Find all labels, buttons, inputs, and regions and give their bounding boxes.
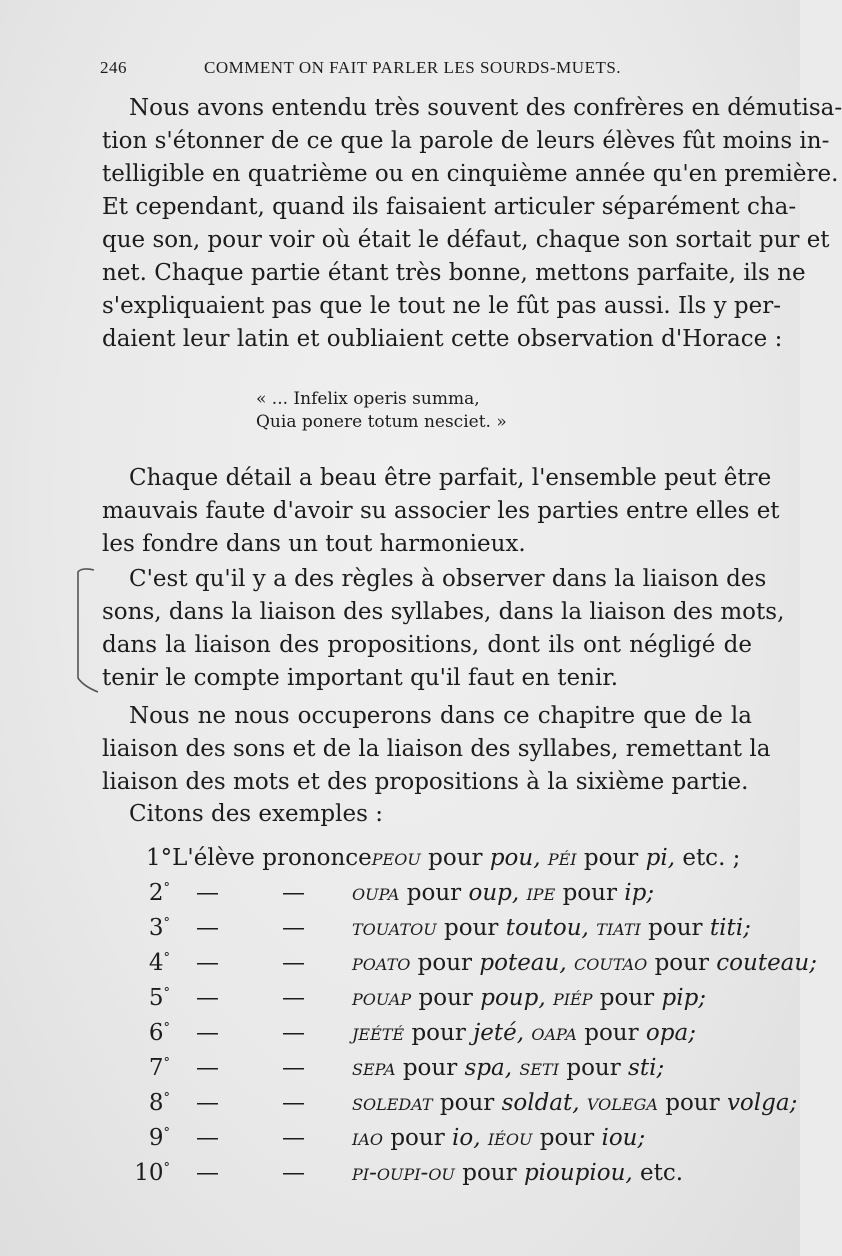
example-correct: sti;	[628, 1055, 665, 1081]
example-pronounced: péi	[547, 845, 577, 871]
example-correct: pioupiou,	[523, 1160, 633, 1186]
example-pour: pour	[566, 1055, 621, 1081]
example-text	[352, 1090, 797, 1116]
text-line: les fondre dans un tout harmonieux.	[102, 531, 526, 557]
example-number: 6°	[148, 1020, 170, 1046]
example-pour: pour	[439, 1090, 495, 1116]
ditto-dash: —	[282, 1160, 305, 1186]
ditto-dash: —	[282, 915, 305, 941]
ditto-dash: —	[196, 1160, 219, 1186]
example-text	[352, 1020, 696, 1046]
example-correct: spa,	[464, 1055, 513, 1081]
text-line: que son, pour voir où était le défaut, chaque son sortait pur et	[102, 227, 830, 253]
example-pronounced: ipe	[526, 880, 556, 906]
example-pronounced: piép	[552, 985, 593, 1011]
example-text	[352, 1160, 683, 1186]
example-pour: pour	[417, 950, 473, 976]
ditto-dash: —	[282, 1125, 305, 1151]
example-pronounced: sepa	[352, 1055, 396, 1081]
example-pronounced: soledat	[352, 1090, 433, 1116]
example-pronounced: iéou	[487, 1125, 533, 1151]
ditto-dash: —	[282, 880, 305, 906]
ditto-dash: —	[196, 915, 219, 941]
paragraph-2	[102, 462, 780, 561]
example-row-6	[130, 1020, 760, 1055]
example-text	[352, 915, 751, 941]
example-row-5	[130, 985, 760, 1020]
example-text	[352, 1055, 664, 1081]
example-row-8	[130, 1090, 798, 1125]
ditto-dash: —	[196, 1020, 219, 1046]
example-correct: pi,	[645, 845, 676, 871]
example-lead: L'élève prononce	[172, 845, 372, 871]
example-pronounced: pi-oupi-ou	[352, 1160, 455, 1186]
example-pour: pour	[418, 985, 473, 1011]
example-correct: poteau,	[479, 950, 567, 976]
example-correct: poup,	[480, 985, 546, 1011]
text-line: liaison des sons et de la liaison des syllabes, remettant la	[102, 736, 771, 762]
ditto-dash: —	[196, 1125, 219, 1151]
quote-line: « ... Infelix operis summa,	[256, 389, 480, 409]
ditto-dash: —	[282, 985, 305, 1011]
text-line: Chaque détail a beau être parfait, l'ensemble peut être	[129, 465, 772, 491]
ditto-dash: —	[196, 950, 219, 976]
example-number: 9°	[148, 1125, 170, 1151]
example-number: 4°	[148, 950, 170, 976]
example-pronounced: pouap	[352, 985, 412, 1011]
running-header	[100, 58, 750, 82]
example-text	[352, 985, 706, 1011]
example-pronounced: peou	[371, 845, 421, 871]
example-tail: etc.	[640, 1160, 684, 1186]
text-line: sons, dans la liaison des syllabes, dans la liaison des mots,	[102, 599, 785, 625]
example-text	[352, 1125, 645, 1151]
example-correct: soldat,	[501, 1090, 580, 1116]
ditto-dash: —	[196, 1090, 219, 1116]
example-pour: pour	[444, 915, 499, 941]
example-correct: opa;	[645, 1020, 696, 1046]
latin-quotation	[256, 388, 507, 434]
example-pronounced: volega	[586, 1090, 658, 1116]
example-row-10	[130, 1160, 760, 1195]
example-pour: pour	[428, 845, 483, 871]
example-rows	[130, 880, 817, 1195]
ditto-dash: —	[282, 1055, 305, 1081]
example-row-2	[130, 880, 760, 915]
example-row-1	[130, 845, 760, 880]
example-row-4	[130, 950, 817, 985]
text-line: liaison des mots et des propositions à la sixième partie.	[102, 769, 749, 795]
example-number: 5°	[148, 985, 170, 1011]
example-pour: pour	[411, 1020, 466, 1046]
page-number: 246	[100, 58, 127, 77]
example-pronounced: tiati	[596, 915, 641, 941]
ditto-dash: —	[282, 1020, 305, 1046]
example-correct: iou;	[601, 1125, 646, 1151]
example-pour: pour	[406, 880, 462, 906]
text-line: daient leur latin et oubliaient cette observation d'Horace :	[102, 326, 783, 352]
example-pour: pour	[539, 1125, 595, 1151]
example-row-7	[130, 1055, 760, 1090]
example-correct: jeté,	[473, 1020, 525, 1046]
text-line: tenir le compte important qu'il faut en tenir.	[102, 665, 619, 691]
example-number: 7°	[148, 1055, 170, 1081]
text-line: Et cependant, quand ils faisaient articuler séparément cha-	[102, 194, 797, 220]
example-pronounced: jeété	[352, 1020, 405, 1046]
example-pronounced: oapa	[531, 1020, 577, 1046]
example-text	[352, 950, 817, 976]
example-correct: ip;	[624, 880, 655, 906]
example-number: 2°	[148, 880, 170, 906]
example-pour: pour	[562, 880, 617, 906]
example-correct: pou,	[489, 845, 541, 871]
example-number: 3°	[148, 915, 170, 941]
text-line: mauvais faute d'avoir su associer les parties entre elles et	[102, 498, 780, 524]
text-line: Citons des exemples :	[129, 801, 383, 827]
ditto-dash: —	[282, 1090, 305, 1116]
paragraph-3	[102, 563, 785, 695]
paragraph-1	[102, 92, 842, 356]
example-number: 1°	[146, 845, 173, 871]
example-pour: pour	[584, 1020, 639, 1046]
example-correct: oup,	[468, 880, 520, 906]
example-pronounced: touatou	[352, 915, 437, 941]
text-line: telligible en quatrième ou en cinquième année qu'en première.	[102, 161, 839, 187]
example-pronounced: oupa	[352, 880, 400, 906]
text-line: tion s'étonner de ce que la parole de leurs élèves fût moins in-	[102, 128, 830, 154]
example-pronounced: coutao	[573, 950, 648, 976]
ditto-dash: —	[282, 950, 305, 976]
example-correct: toutou,	[505, 915, 589, 941]
ditto-dash: —	[196, 880, 219, 906]
example-pour: pour	[390, 1125, 445, 1151]
text-line: s'expliquaient pas que le tout ne le fût pas aussi. Ils y per-	[102, 293, 781, 319]
example-pour: pour	[665, 1090, 720, 1116]
example-row-9	[130, 1125, 760, 1160]
example-correct: io,	[452, 1125, 481, 1151]
example-number: 10°	[134, 1160, 170, 1186]
paragraph-4	[102, 700, 771, 799]
text-line: Nous avons entendu très souvent des confrères en démutisa-	[129, 95, 842, 121]
example-pour: pour	[654, 950, 709, 976]
example-text	[352, 880, 654, 906]
paragraph-5	[102, 798, 752, 831]
quote-line: Quia ponere totum nesciet. »	[256, 412, 507, 432]
examples-list	[130, 845, 817, 1195]
example-pour: pour	[583, 845, 639, 871]
example-pronounced: seti	[519, 1055, 560, 1081]
text-line: C'est qu'il y a des règles à observer dans la liaison des	[129, 566, 767, 592]
example-pour: pour	[599, 985, 655, 1011]
example-number: 8°	[148, 1090, 170, 1116]
example-pour: pour	[462, 1160, 517, 1186]
ditto-dash: —	[196, 985, 219, 1011]
example-pour: pour	[648, 915, 703, 941]
margin-bracket-mark	[72, 566, 100, 692]
example-correct: pip;	[661, 985, 707, 1011]
example-pronounced: poato	[352, 950, 411, 976]
example-pour: pour	[402, 1055, 458, 1081]
text-line: dans la liaison des propositions, dont ils ont négligé de	[102, 632, 752, 658]
example-correct: couteau;	[716, 950, 817, 976]
example-pronounced: iao	[352, 1125, 383, 1151]
ditto-dash: —	[196, 1055, 219, 1081]
running-title: COMMENT ON FAIT PARLER LES SOURDS-MUETS.	[204, 58, 622, 77]
text-line: Nous ne nous occuperons dans ce chapitre que de la	[129, 703, 752, 729]
text-line: net. Chaque partie étant très bonne, mettons parfaite, ils ne	[102, 260, 806, 286]
example-tail: etc. ;	[682, 845, 741, 871]
example-correct: volga;	[726, 1090, 798, 1116]
example-row-3	[130, 915, 760, 950]
example-correct: titi;	[709, 915, 751, 941]
